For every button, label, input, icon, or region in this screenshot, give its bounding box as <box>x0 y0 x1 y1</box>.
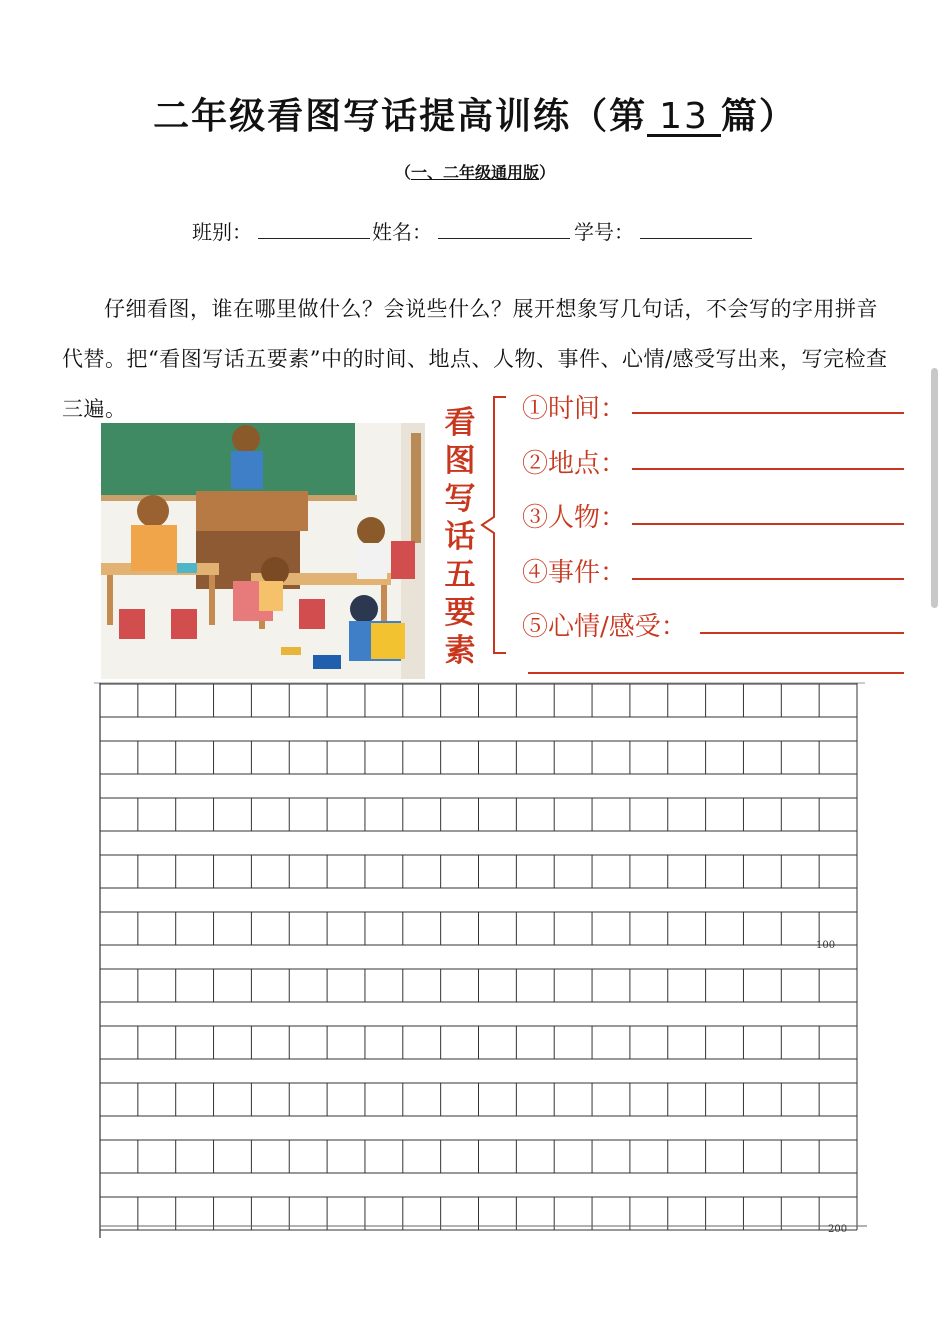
worksheet-number: 13 <box>647 100 721 137</box>
element-time-label: ①时间： <box>522 394 627 424</box>
five-elements-title: 看图写话五要素 <box>444 405 476 669</box>
name-label: 姓名： <box>372 220 432 244</box>
page-title: 二年级看图写话提高训练（第 13 篇） <box>153 95 797 137</box>
element-people-label: ③人物： <box>522 503 627 533</box>
id-label: 学号： <box>574 220 634 244</box>
subtitle-text: 一、二年级通用版 <box>410 163 539 182</box>
class-label: 班别： <box>192 220 252 244</box>
element-place-label: ②地点： <box>522 449 627 479</box>
grid-marker-100: 100 <box>816 940 836 951</box>
scrollbar[interactable] <box>931 368 938 608</box>
subtitle: （一、二年级通用版） <box>394 163 556 182</box>
instructions: 仔细看图，谁在哪里做什么？会说些什么？展开想象写几句话，不会写的字用拼音代替。把“看图写话五要素”中的时间、地点、人物、事件、心情/感受写出来，写完检查三遍。 <box>62 297 888 421</box>
grid-marker-200: 200 <box>828 1224 848 1235</box>
element-feeling-label: ⑤心情/感受： <box>522 612 687 642</box>
element-event-label: ④事件： <box>522 558 627 588</box>
